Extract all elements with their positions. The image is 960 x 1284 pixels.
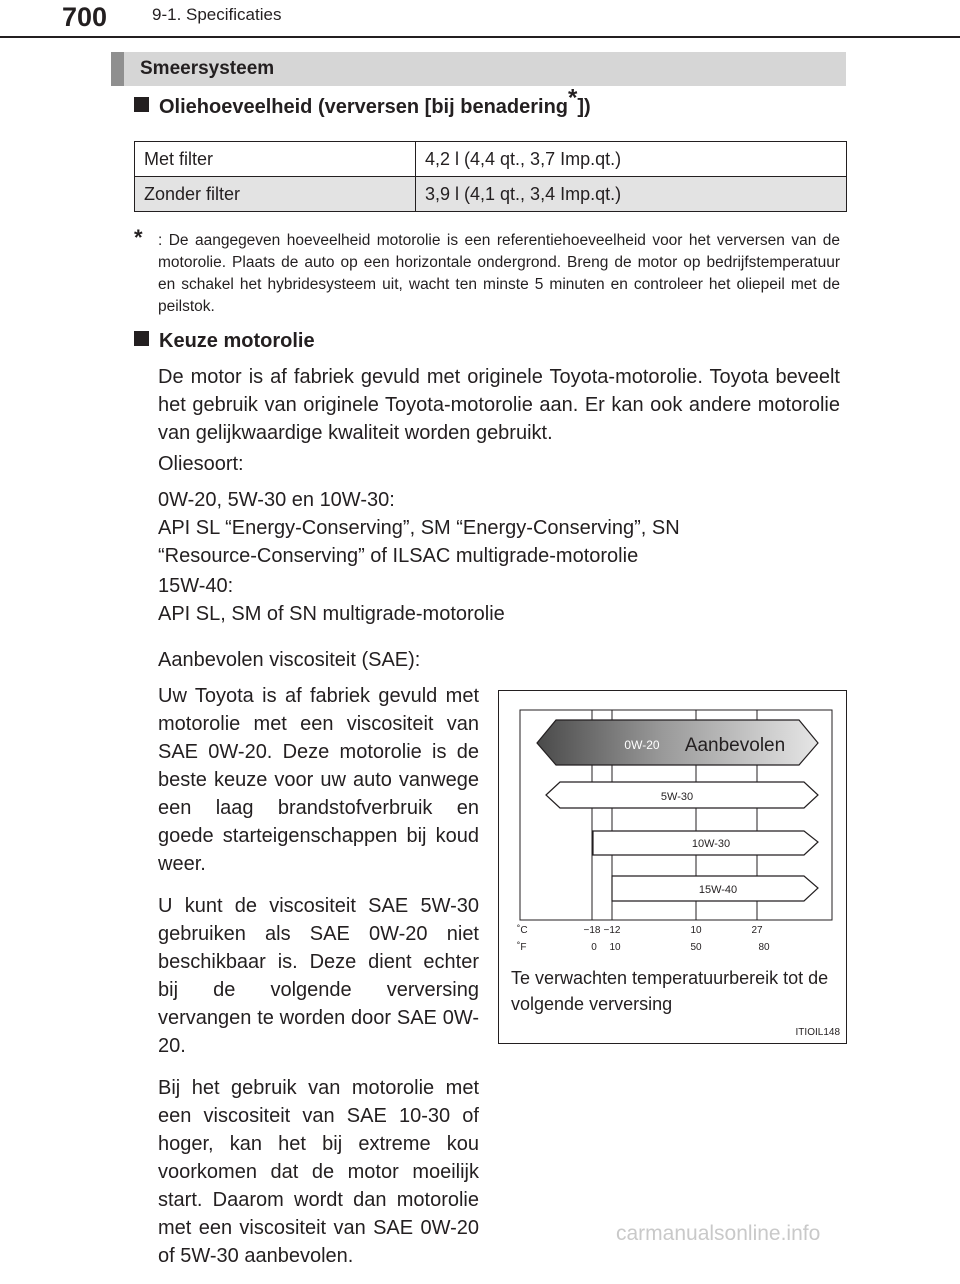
table-cell-value: 3,9 l (4,1 qt., 3,4 Imp.qt.) — [416, 177, 847, 212]
grade-label-5w-30: 5W-30 — [660, 791, 694, 803]
tick-label: 27 — [751, 925, 763, 936]
viscosity-chart-figure — [498, 690, 847, 1044]
square-bullet-icon — [134, 97, 149, 112]
celsius-unit: ˚C — [517, 925, 528, 936]
oil-quantity-heading: Oliehoeveelheid (verversen [bij benadering*]) — [134, 96, 591, 119]
footnote-mark: * — [134, 225, 143, 250]
grade-label-10w-30: 10W-30 — [691, 838, 731, 850]
oil-quantity-table — [134, 141, 847, 212]
table-cell-value: 4,2 l (4,4 qt., 3,7 Imp.qt.) — [416, 142, 847, 177]
page-number: 700 — [62, 2, 108, 32]
tick-label: 0 — [591, 942, 597, 953]
table-row — [135, 142, 847, 177]
square-bullet-icon — [134, 331, 149, 346]
grade-label-15w-40: 15W-40 — [698, 884, 738, 896]
section-header — [111, 52, 846, 86]
grade-block-a: 0W-20, 5W-30 en 10W-30: API SL “Energy-Conserving”, SM “Energy-Conserving”, SN “Resource-Conserving” of ILSAC multigrade-motorolie — [158, 489, 680, 567]
viscosity-paragraph: Bij het gebruik van motorolie met een viscositeit van SAE 10-30 of hoger, kan het bij extreme kou voorkomen dat de motor moeilijk start. Daarom wordt dan motorolie met een viscositeit van SAE 0W-20 of 5W-30 aanbevolen. — [158, 1077, 479, 1267]
tick-label: 80 — [758, 942, 770, 953]
oil-type-label: Oliesoort: — [158, 453, 244, 475]
viscosity-paragraph: Uw Toyota is af fabriek gevuld met motorolie met een viscositeit van SAE 0W-20. Deze motorolie is de beste keuze voor uw auto vanwege een laag brandstofverbruik en goede starteigenschappen bij koud weer. — [158, 685, 479, 875]
footnote — [134, 227, 840, 318]
grade-block-b: 15W-40: API SL, SM of SN multigrade-motorolie — [158, 575, 505, 625]
table-row — [135, 177, 847, 212]
section-title: Smeersysteem — [140, 58, 275, 79]
header-rule — [0, 36, 960, 38]
footnote-text: : De aangegeven hoeveelheid motorolie is een referentiehoeveelheid voor het verversen van de motorolie. Plaats de auto op een horizontale ondergrond. Breng de motor op bedrijfstemperatuur en schakel het hybridesysteem uit, wacht ten minste 5 minuten en controleer het oliepeil met de peilstok. — [158, 232, 840, 315]
viscosity-paragraph: U kunt de viscositeit SAE 5W-30 gebruiken als SAE 0W-20 niet beschikbaar is. Deze dient echter bij de volgende verversing vervangen te worden door SAE 0W-20. — [158, 895, 479, 1057]
tick-label: 50 — [690, 942, 702, 953]
tick-label: 10 — [609, 942, 621, 953]
tick-label: 10 — [690, 925, 702, 936]
figure-caption: Te verwachten temperatuurbereik tot de volgende verversing — [511, 968, 829, 1014]
table-cell-label: Zonder filter — [135, 177, 416, 212]
oil-choice-heading: Keuze motorolie — [134, 330, 315, 353]
recommended-label: Aanbevolen — [684, 735, 786, 756]
viscosity-label: Aanbevolen viscositeit (SAE): — [158, 649, 421, 671]
oil-choice-intro: De motor is af fabriek gevuld met originele Toyota-motorolie. Toyota beveelt het gebruik van originele Toyota-motorolie aan. Er kan ook andere motorolie van gelijkwaardige kwaliteit worden gebruikt. — [158, 366, 840, 444]
fahrenheit-unit: ˚F — [517, 942, 527, 953]
table-cell-label: Met filter — [135, 142, 416, 177]
grade-label-0w-20: 0W-20 — [624, 738, 660, 752]
viscosity-text-column — [158, 682, 479, 1284]
figure-code: ITIOIL148 — [795, 1027, 840, 1038]
chapter-title: 9-1. Specificaties — [152, 5, 282, 24]
tick-label: −12 — [603, 925, 621, 936]
tick-label: −18 — [583, 925, 601, 936]
watermark: carmanualsonline.info — [616, 1222, 821, 1245]
